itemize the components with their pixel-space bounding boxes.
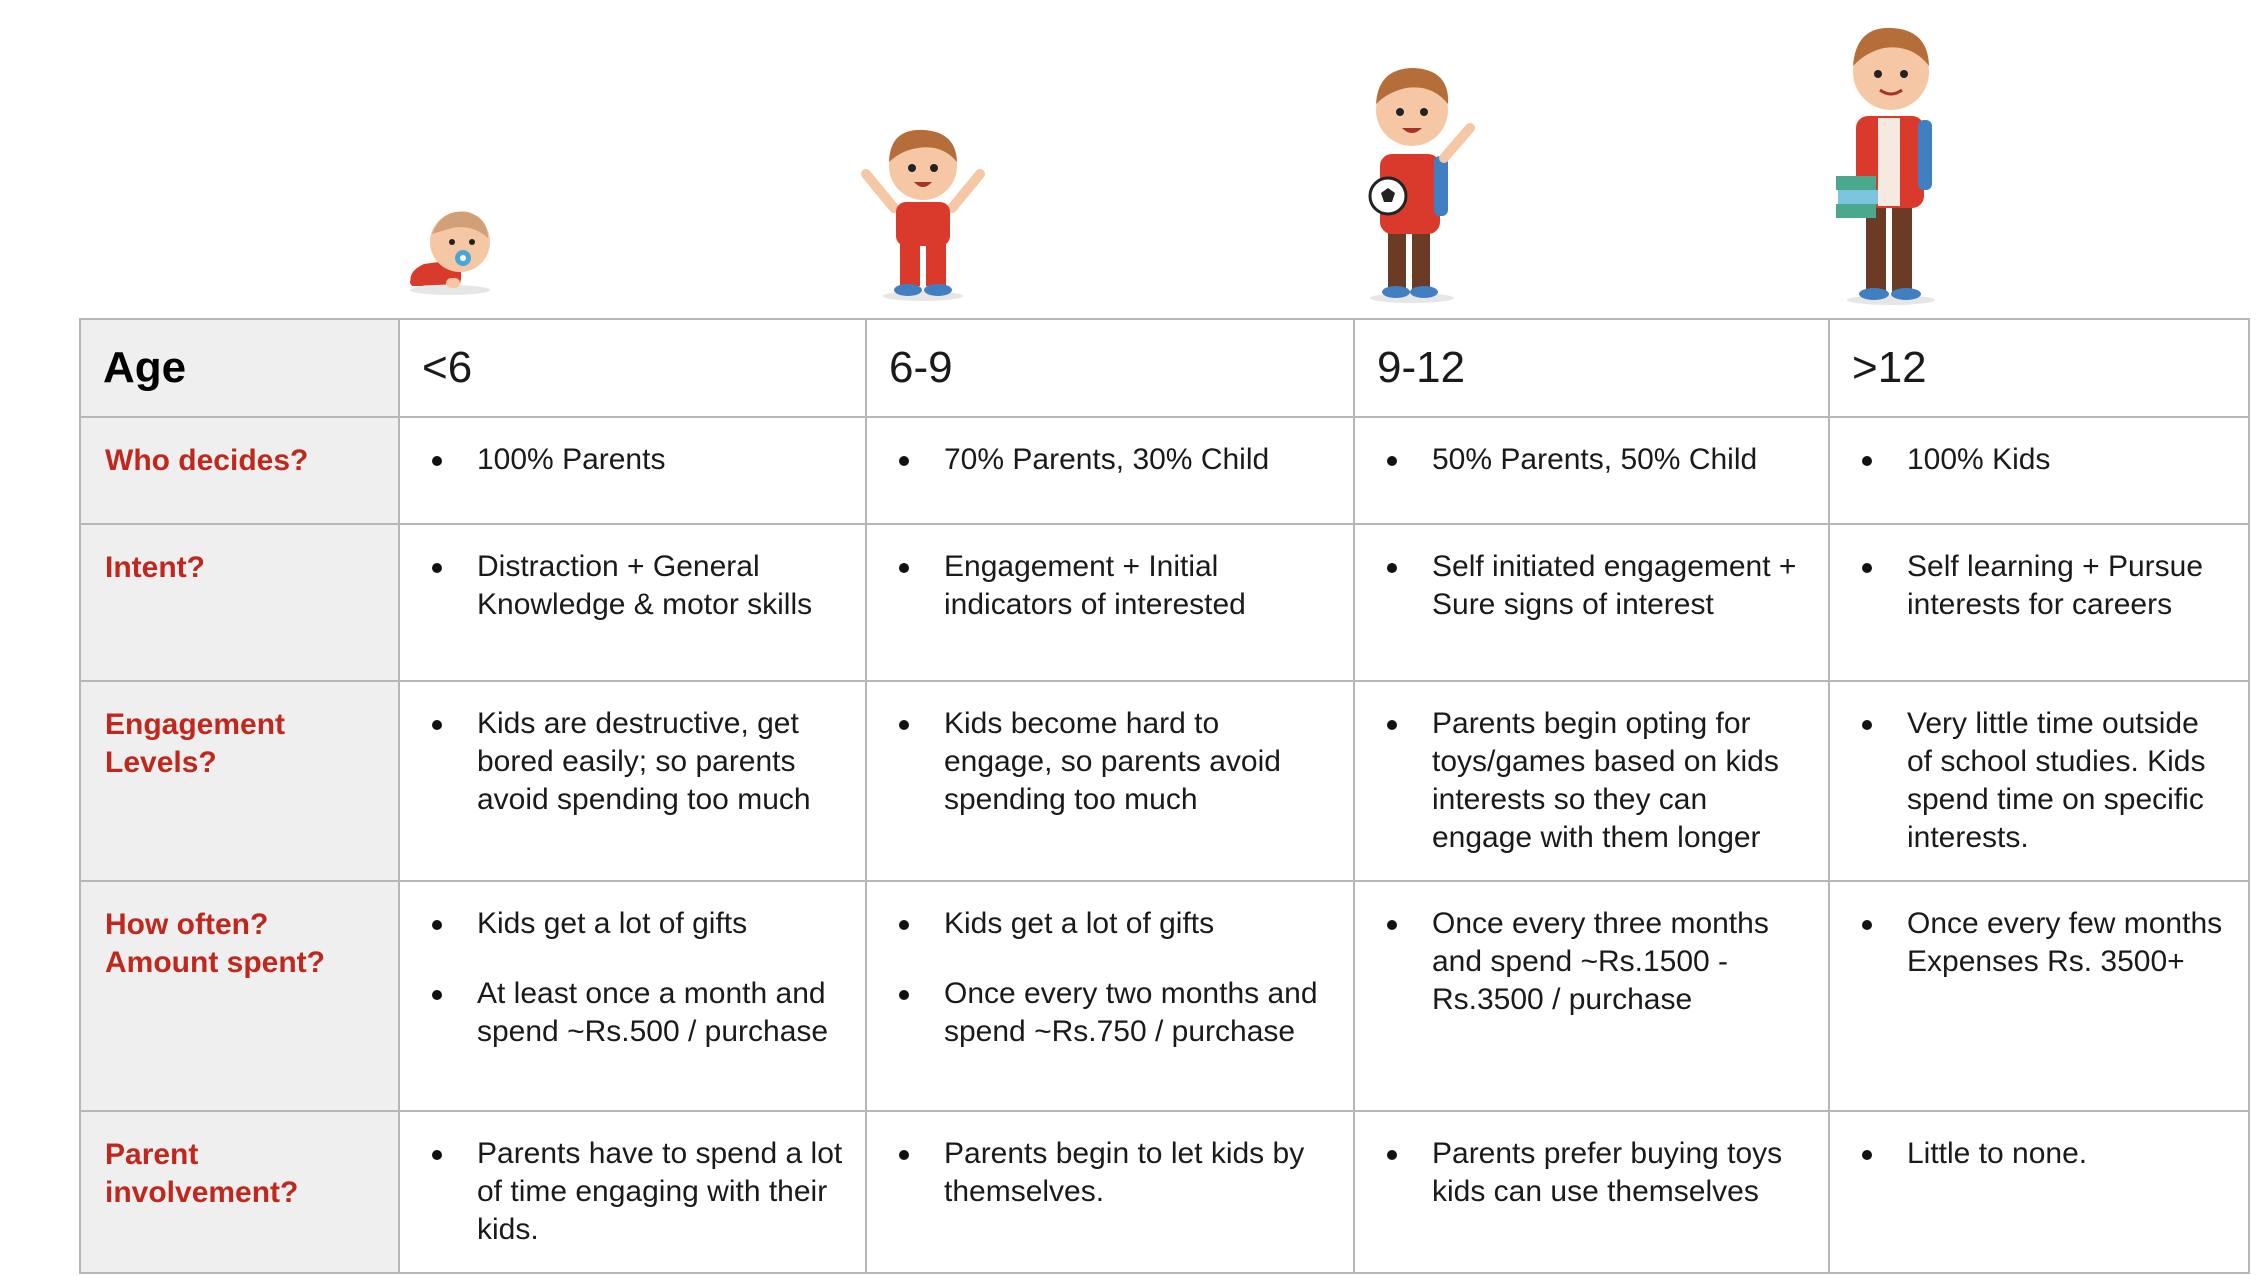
bullet-item: At least once a month and spend ~Rs.500 / purchase bbox=[420, 975, 847, 1051]
table-row-parent-involvement bbox=[80, 1111, 2249, 1273]
bullet-item: Engagement + Initial indicators of interested bbox=[887, 548, 1335, 624]
age-column-9-12: 9-12 bbox=[1354, 319, 1829, 417]
table-row-intent bbox=[80, 524, 2249, 681]
bullet-item: Parents begin to let kids by themselves. bbox=[887, 1135, 1335, 1211]
table-cell bbox=[1829, 417, 2249, 524]
table-cell bbox=[399, 681, 866, 881]
bullet-item: Once every two months and spend ~Rs.750 / purchase bbox=[887, 975, 1335, 1051]
table-cell bbox=[399, 524, 866, 681]
table-cell bbox=[866, 417, 1354, 524]
bullet-item: Self initiated engagement + Sure signs of interest bbox=[1375, 548, 1810, 624]
age-comparison-table bbox=[79, 318, 2250, 1274]
teen-with-books-icon bbox=[1826, 16, 1956, 306]
table-cell bbox=[866, 881, 1354, 1111]
table-cell bbox=[1829, 681, 2249, 881]
table-cell bbox=[1354, 881, 1829, 1111]
bullet-item: Little to none. bbox=[1850, 1135, 2230, 1173]
row-label: How often? Amount spent? bbox=[80, 881, 399, 1111]
table-cell bbox=[866, 681, 1354, 881]
table-cell bbox=[1829, 524, 2249, 681]
bullet-item: 50% Parents, 50% Child bbox=[1375, 441, 1810, 479]
bullet-item: Once every three months and spend ~Rs.1500 - Rs.3500 / purchase bbox=[1375, 905, 1810, 1019]
header-row bbox=[80, 319, 2249, 417]
table-row-engagement-levels bbox=[80, 681, 2249, 881]
bullet-item: Very little time outside of school studies. Kids spend time on specific interests. bbox=[1850, 705, 2230, 857]
table-cell bbox=[866, 524, 1354, 681]
toddler-icon bbox=[858, 118, 988, 302]
bullet-item: Parents begin opting for toys/games based on kids interests so they can engage with them longer bbox=[1375, 705, 1810, 857]
bullet-item: Parents prefer buying toys kids can use themselves bbox=[1375, 1135, 1810, 1211]
table-cell bbox=[399, 1111, 866, 1273]
table-cell bbox=[1829, 881, 2249, 1111]
bullet-item: Kids are destructive, get bored easily; so parents avoid spending too much bbox=[420, 705, 847, 819]
table-cell bbox=[399, 881, 866, 1111]
table-cell bbox=[1354, 524, 1829, 681]
bullet-item: Kids become hard to engage, so parents avoid spending too much bbox=[887, 705, 1335, 819]
bullet-item: 100% Kids bbox=[1850, 441, 2230, 479]
table-cell bbox=[866, 1111, 1354, 1273]
row-label: Intent? bbox=[80, 524, 399, 681]
bullet-item: 100% Parents bbox=[420, 441, 847, 479]
row-label: Who decides? bbox=[80, 417, 399, 524]
crawling-baby-icon bbox=[402, 198, 498, 298]
table-row-who-decides bbox=[80, 417, 2249, 524]
bullet-item: Distraction + General Knowledge & motor skills bbox=[420, 548, 847, 624]
bullet-item: Self learning + Pursue interests for careers bbox=[1850, 548, 2230, 624]
age-header-label: Age bbox=[80, 319, 399, 417]
row-label: Engagement Levels? bbox=[80, 681, 399, 881]
age-column-6-9: 6-9 bbox=[866, 319, 1354, 417]
table-cell bbox=[1829, 1111, 2249, 1273]
table-cell bbox=[1354, 681, 1829, 881]
bullet-item: Kids get a lot of gifts bbox=[887, 905, 1335, 943]
age-column-under-6: <6 bbox=[399, 319, 866, 417]
age-column-over-12: >12 bbox=[1829, 319, 2249, 417]
bullet-item: Parents have to spend a lot of time engaging with their kids. bbox=[420, 1135, 847, 1249]
row-label: Parent involvement? bbox=[80, 1111, 399, 1273]
bullet-item: Once every few months Expenses Rs. 3500+ bbox=[1850, 905, 2230, 981]
kid-with-ball-icon bbox=[1352, 58, 1482, 304]
bullet-item: Kids get a lot of gifts bbox=[420, 905, 847, 943]
bullet-item: 70% Parents, 30% Child bbox=[887, 441, 1335, 479]
table-row-how-often bbox=[80, 881, 2249, 1111]
table-cell bbox=[399, 417, 866, 524]
table-cell bbox=[1354, 417, 1829, 524]
table-cell bbox=[1354, 1111, 1829, 1273]
